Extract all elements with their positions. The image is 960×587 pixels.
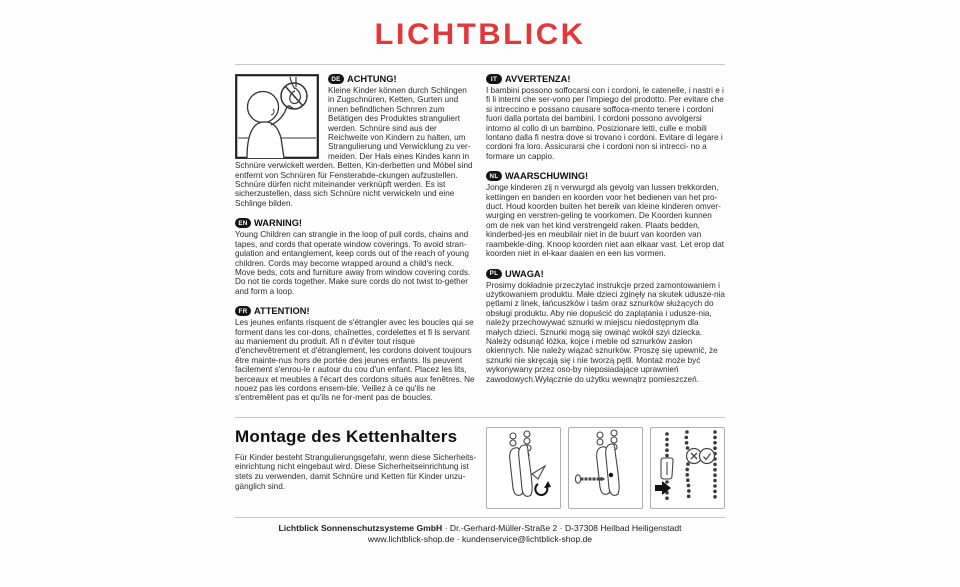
- warning-header-fr: [235, 306, 475, 316]
- warning-section-fr: [235, 306, 475, 403]
- sheet-content: [235, 64, 725, 545]
- warning-header-en: [235, 218, 475, 228]
- warning-section-en: [235, 218, 475, 296]
- warning-title-it: AVVERTENZA!: [505, 74, 571, 84]
- warning-section-pl: [486, 269, 725, 384]
- lang-badge-it: IT: [486, 74, 502, 84]
- warning-section-de: [235, 74, 475, 208]
- warning-title-fr: ATTENTION!: [254, 306, 310, 317]
- footer-company: Lichtblick Sonnenschutzsysteme GmbH: [278, 522, 443, 533]
- montage-text-block: [235, 427, 481, 491]
- footer-address: · Dr.-Gerhard-Müller-Straße 2 · D-37308 Heilbad Heiligenstadt: [442, 522, 682, 533]
- warning-text-nl: Jonge kinderen zij n verwurgd als gevolg van lussen trekkorden, kettingen en banden en koorden voor het bedienen van het pro-duct. Houd koorden buiten het bereik van kleine kinderen omver-wurging en verstren-geling te voorkomen. De Koorden kunnen om de nek van het kind verstrengeld raken. Plaats bedden, kinderbed-jes en meubilair niet in de buurt van koorden van raambekle-ding. Knoop koorden niet aan elkaar vast. Let erop dat koorden niet in el-kaar daaien en een lus vormen.: [486, 183, 725, 259]
- chain-holder-screw-illustration: [569, 428, 642, 508]
- rotate-arrow-icon: [535, 481, 551, 495]
- montage-steps: [486, 427, 725, 509]
- warning-column-left: [235, 74, 475, 413]
- footer-address-line: [235, 523, 725, 534]
- lang-badge-en: EN: [235, 218, 251, 228]
- warning-section-it: [486, 74, 725, 161]
- check-icon: [700, 448, 715, 463]
- chain-holder-rotate-illustration: [487, 428, 560, 508]
- montage-step-3: [650, 427, 725, 509]
- warning-column-right: [486, 74, 725, 413]
- warning-header-pl: [486, 269, 725, 279]
- warning-text-it: I bambini possono soffocarsi con i cordoni, le catenelle, i nastri e i fi li interni che ser-vono per l'impiego del prodotto. Per evitare che si intreccino e possano causare soffoca-mento tenere i cordoni fuori dalla portata dei bambini. I cordoni possono avvolgersi intorno al collo di un bambino. Posizionare letti, culle e mobili lontano dalla fi nestra dove si trovano i cordoni. Evitare di legare i cordoni fra loro. Assicurarsi che i cordoni non si intrecci- no a formare un cappio.: [486, 86, 724, 161]
- warning-text-en: Young Children can strangle in the loop of pull cords, chains and tapes, and cords that operate window coverings. To avoid stran-gulation and entanglement, keep cords out of the reach of young children. Cords may become wrapped around a child's neck. Move beds, cots and furniture away from window covering cords. Do not tie cords together. Make sure cords do not twist to-gether and form a loop.: [235, 230, 471, 296]
- warning-text-de: Kleine Kinder können durch Schlingen in Zugschnüren, Ketten, Gurten und innen befindlichen Schnren zum Betätigen des Produktes stranguliert werden. Schnüre sind aus der Reichweite von Kindern zu halten, um Strangulierung und Verwicklung zu ver-meiden. Der Hals eines Kindes kann in Schnüre verwickelt werden. Betten, Kin-derbetten und Möbel sind entfernt von Schnüren für Fensterabde-ckungen aufzustellen. Schnüre dürfen nicht miteinander verknüpft werden. Es ist sicherzustellen, dass sich Schnüre nicht verwickeln und eine Schlinge bilden.: [235, 86, 473, 208]
- warning-section-nl: [486, 171, 725, 258]
- warning-header-it: [486, 74, 725, 84]
- warning-text-fr: Les jeunes enfants risquent de s'étrangler avec les boucles qui se forment dans les cor-dons, chaînettes, cordelettes et fi ls servant au maniement du produit. Afi n d'éviter tout risque d'enchevêtrement et d'étranglement, les cordons doivent toujours être mainte-nus hors de portée des jeunes enfants. Ils peuvent facilement s'enrou-le r autour du cou d'un enfant. Placez les lits, berceaux et meubles à l'écart des cordons situés aux fenêtres. Ne nouez pas les cordons ensem-ble. Veillez à ce qu'ils ne s'entremêlent pas et qu'ils ne for-ment pas de boucles.: [235, 318, 475, 403]
- warning-title-de: ACHTUNG!: [347, 74, 397, 84]
- footer-contact-line: www.lichtblick-shop.de · kundenservice@lichtblick-shop.de: [367, 533, 593, 544]
- warning-title-nl: WAARSCHUWING!: [505, 171, 589, 182]
- montage-step-2: [568, 427, 643, 509]
- warning-text-pl: Prosimy dokładnie przeczytać instrukcje przed zamontowaniem i użytkowaniem produktu. Małe dzieci zginęły na skutek udusze-nia pętlami z linek, łańcuszków i taśm oraz sznurków służących do obsługi produktu. Aby nie dopuścić do zaplątania i udusze-nia, należy przechowywać sznurki w miejscu niedostępnym dla małych dzieci. Sznurki mogą się owinąć wokół szyi dziecka. Należy odsunąć łóżka, kojce i meble od sznurków zasłon okiennych. Nie należy wiązać sznurków. Proszę się upewnić, że sznurki nie skręcają się i nie tworzą pętli. Montaż może być wykonywany przez oso-by nieposiadające uprawnień zawodowych.Wyłącznie do użytku wewnątrz pomieszczeń.: [486, 280, 725, 384]
- montage-heading: Montage des Kettenhalters: [235, 426, 458, 446]
- lang-badge-fr: FR: [235, 306, 251, 316]
- chain-wrong-right-illustration: [651, 428, 724, 508]
- warning-header-nl: [486, 171, 725, 181]
- lichtblick-logo: LICHTBLICK: [374, 17, 586, 51]
- footer: [235, 518, 725, 545]
- warning-header-de: [328, 74, 475, 84]
- child-reaching-cord-prohibition-illustration: [235, 74, 319, 159]
- warning-sections: [235, 65, 725, 417]
- warning-title-pl: UWAGA!: [505, 268, 544, 279]
- montage-paragraph: Für Kinder besteht Strangulierungsgefahr, wenn diese Sicherheits-einrichtung nicht eingebaut wird. Diese Sicherheitseinrichtung ist stets zu verwenden, damit Schnüre und Ketten für Kinder unzu-gänglich sind.: [235, 452, 477, 491]
- child-cord-warning-figure: [235, 74, 319, 159]
- lang-badge-nl: NL: [486, 171, 502, 181]
- lang-badge-de: DE: [328, 74, 344, 84]
- lang-badge-pl: PL: [486, 269, 502, 279]
- warning-title-en: WARNING!: [254, 218, 303, 229]
- montage-step-1: [486, 427, 561, 509]
- montage-section: [235, 418, 725, 517]
